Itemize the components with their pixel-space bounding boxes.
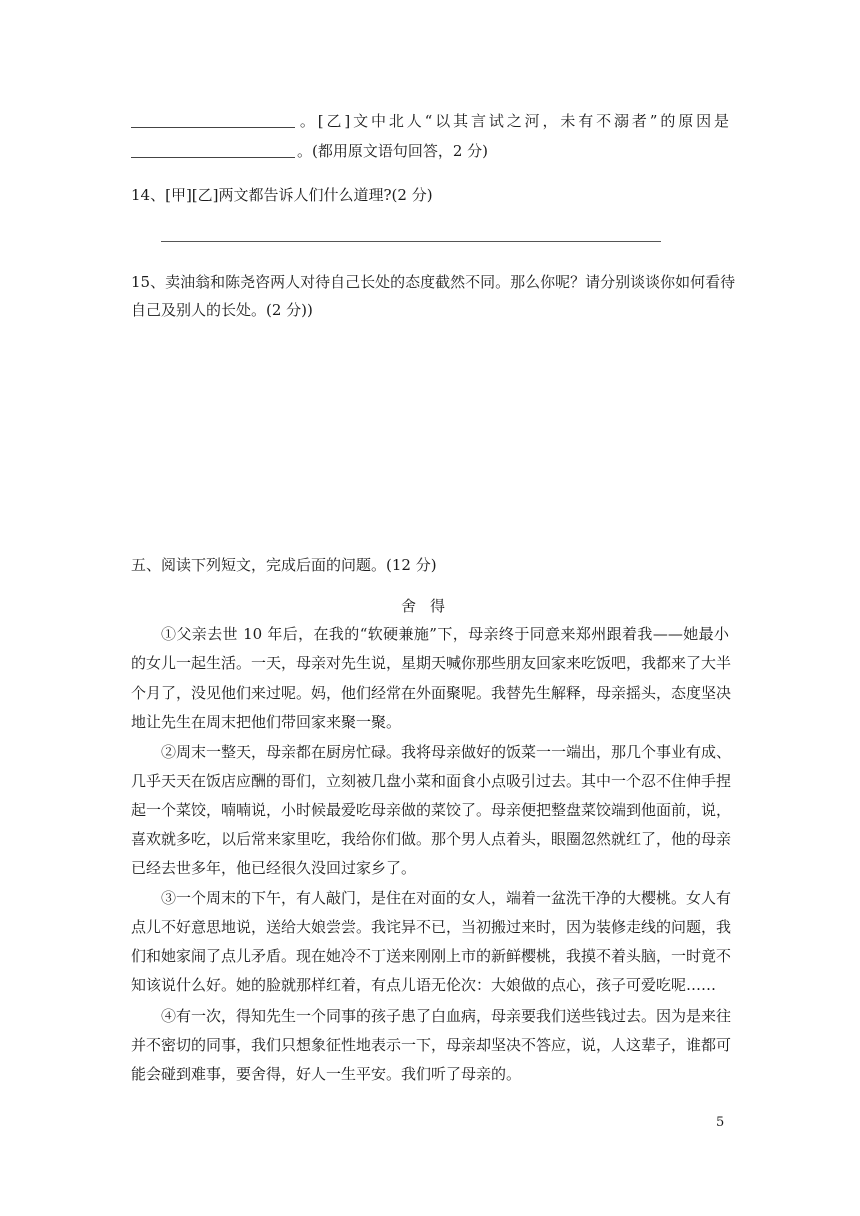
article-line: ③一个周末的下午，有人敲门，是住在对面的女人，端着一盆洗干净的大樱桃。女人有 (161, 889, 732, 907)
q14-answer-line[interactable] (161, 241, 661, 242)
answer-blank[interactable] (131, 143, 295, 158)
article-line: 喜欢就多吃，以后常来家里吃，我给你们做。那个男人点着头，眼圈忽然就红了，他的母亲 (131, 830, 732, 848)
article-line: 能会碰到难事，要舍得，好人一生平安。我们听了母亲的。 (131, 1065, 522, 1083)
article-line: 地让先生在周末把他们带回家来聚一聚。 (131, 713, 402, 731)
q15-question-line-2: 自己及别人的长处。(2 分)) (131, 301, 313, 319)
q13-text-1: 。[乙]文中北人“以其言试之河，未有不溺者”的原因是 (297, 112, 729, 130)
article-line: 个月了，没见他们来过呢。妈，他们经常在外面聚呢。我替先生解释，母亲摇头，态度坚决 (131, 684, 732, 702)
q13-text-2: 。(都用原文语句回答，2 分) (297, 142, 489, 160)
page-number: 5 (716, 1115, 725, 1130)
article-line: ④有一次，得知先生一个同事的孩子患了白血病，母亲要我们送些钱过去。因为是来往 (161, 1007, 732, 1025)
article-line: 几乎天天在饭店应酬的哥们，立刻被几盘小菜和面食小点吸引过去。其中一个忍不住伸手捏 (131, 772, 732, 790)
article-line: ①父亲去世 10 年后，在我的“软硬兼施”下，母亲终于同意来郑州跟着我——她最小 (161, 625, 729, 643)
article-line: 并不密切的同事，我们只想象征性地表示一下，母亲却坚决不答应，说，人这辈子，谁都可 (131, 1036, 732, 1054)
article-line: 已经去世多年，他已经很久没回过家乡了。 (131, 859, 417, 877)
article-line: 的女儿一起生活。一天，母亲对先生说，星期天喊你那些朋友回家来吃饭吧，我都来了大半 (131, 654, 732, 672)
article-title: 舍得 (400, 597, 459, 615)
q13-line-2 (131, 140, 488, 162)
answer-blank[interactable] (131, 113, 295, 128)
q15-question-line-1: 15、卖油翁和陈尧咨两人对待自己长处的态度截然不同。那么你呢？请分别谈谈你如何看待 (131, 273, 736, 291)
article-line: ②周末一整天，母亲都在厨房忙碌。我将母亲做好的饭菜一一端出，那几个事业有成、 (161, 743, 732, 761)
article-line: 们和她家闹了点儿矛盾。现在她冷不丁送来刚刚上市的新鲜樱桃，我摸不着头脑，一时竟不 (131, 947, 732, 965)
article-line: 点儿不好意思地说，送给大娘尝尝。我诧异不已，当初搬过来时，因为装修走线的问题，我 (131, 918, 732, 936)
q14-question: 14、[甲][乙]两文都告诉人们什么道理?(2 分) (131, 186, 433, 204)
section-heading: 五、阅读下列短文，完成后面的问题。(12 分) (131, 556, 437, 574)
q13-line-1 (131, 110, 729, 132)
article-line: 知该说什么好。她的脸就那样红着，有点儿语无伦次：大娘做的点心，孩子可爱吃呢…… (131, 976, 717, 994)
article-line: 起一个菜饺，喃喃说，小时候最爱吃母亲做的菜饺了。母亲便把整盘菜饺端到他面前，说， (131, 801, 732, 819)
